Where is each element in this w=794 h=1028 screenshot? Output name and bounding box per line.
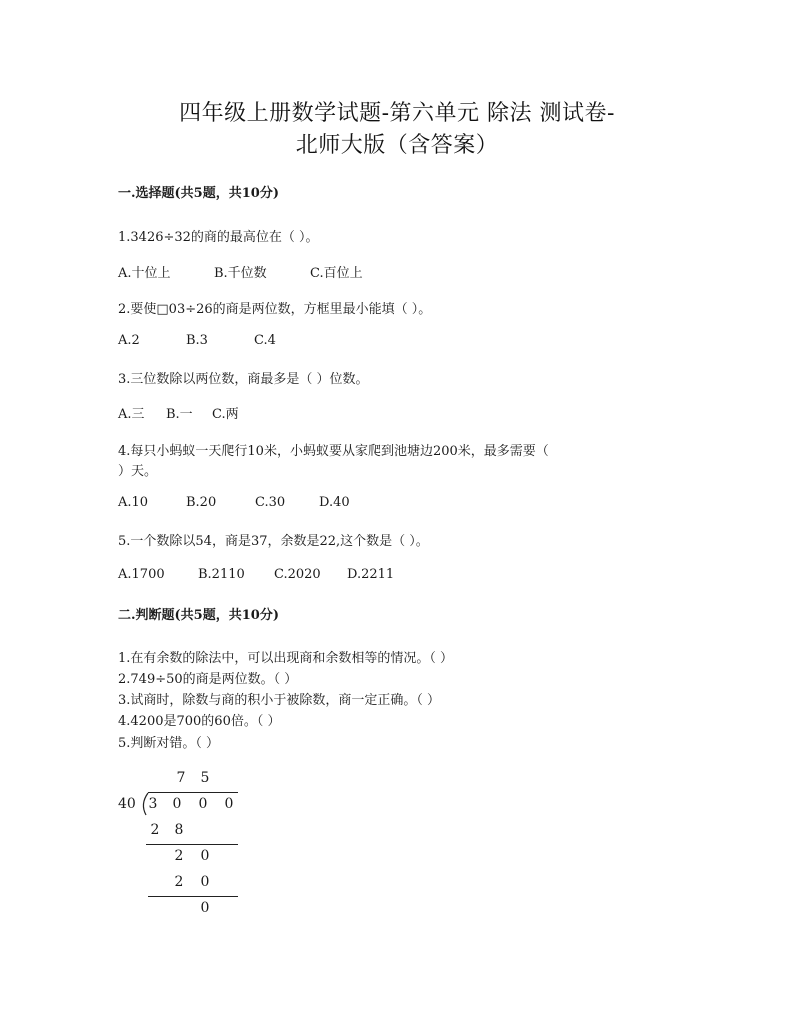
question-5-options	[118, 567, 394, 582]
option: C.30	[255, 495, 286, 510]
dividend-digit: 0	[224, 796, 234, 812]
question-3-options	[118, 403, 239, 422]
section-heading-judgement: 二.判断题(共5题，共10分)	[118, 608, 279, 623]
question-1-options	[118, 262, 363, 281]
quotient-digit: 5	[200, 770, 210, 786]
judgement-item-1: 1.在有余数的除法中，可以出现商和余数相等的情况。（ ）	[118, 651, 454, 666]
division-bar	[148, 792, 238, 793]
option: C.两	[212, 407, 239, 422]
option: C.2020	[274, 567, 321, 582]
option: A.十位上	[118, 266, 171, 281]
step-digit: 0	[200, 848, 210, 864]
dividend-digit: 3	[148, 796, 158, 812]
option: A.1700	[118, 567, 165, 582]
remainder-digit: 0	[200, 900, 210, 916]
step-digit: 2	[174, 848, 184, 864]
judgement-item-5: 5.判断对错。（ ）	[118, 736, 220, 751]
option: B.千位数	[214, 266, 267, 281]
judgement-item-4: 4.4200是700的60倍。（ ）	[118, 714, 281, 729]
question-3: 3.三位数除以两位数，商最多是（ ）位数。	[118, 372, 369, 387]
long-division-figure	[110, 762, 250, 922]
option: C.百位上	[310, 266, 363, 281]
document-title-line2: 北师大版（含答案）	[295, 133, 499, 158]
step-digit: 2	[174, 874, 184, 890]
step-digit: 8	[174, 822, 184, 838]
option: B.3	[186, 333, 208, 348]
option: B.20	[186, 495, 217, 510]
option: D.40	[319, 495, 350, 510]
question-4-line2: ）天。	[118, 464, 158, 479]
question-2-options	[118, 333, 276, 348]
option: D.2211	[347, 567, 395, 582]
step-line	[146, 844, 238, 845]
divisor: 40	[118, 796, 136, 812]
step-line	[148, 896, 238, 897]
step-digit: 2	[150, 822, 160, 838]
document-title-line1: 四年级上册数学试题-第六单元 除法 测试卷-	[179, 101, 615, 126]
option: A.10	[118, 495, 149, 510]
dividend-digit: 0	[198, 796, 208, 812]
dividend-digit: 0	[172, 796, 182, 812]
option: C.4	[254, 333, 276, 348]
judgement-item-3: 3.试商时，除数与商的积小于被除数，商一定正确。（ ）	[118, 693, 441, 708]
option: B.2110	[198, 567, 245, 582]
option: B.一	[166, 407, 193, 422]
question-4-line1: 4.每只小蚂蚁一天爬行10米，小蚂蚁要从家爬到池塘边200米，最多需要（	[118, 444, 549, 459]
question-2: 2.要使□03÷26的商是两位数，方框里最小能填（ ）。	[118, 302, 432, 317]
option: A.2	[118, 333, 140, 348]
option: A.三	[118, 407, 145, 422]
judgement-item-2: 2.749÷50的商是两位数。（ ）	[118, 672, 298, 687]
question-5: 5.一个数除以54，商是37，余数是22,这个数是（ ）。	[118, 534, 429, 549]
section-heading-choice: 一.选择题(共5题，共10分)	[118, 186, 279, 201]
step-digit: 0	[200, 874, 210, 890]
question-1: 1.3426÷32的商的最高位在（ ）。	[118, 230, 319, 245]
question-4-options	[118, 495, 350, 510]
quotient-digit: 7	[176, 770, 186, 786]
